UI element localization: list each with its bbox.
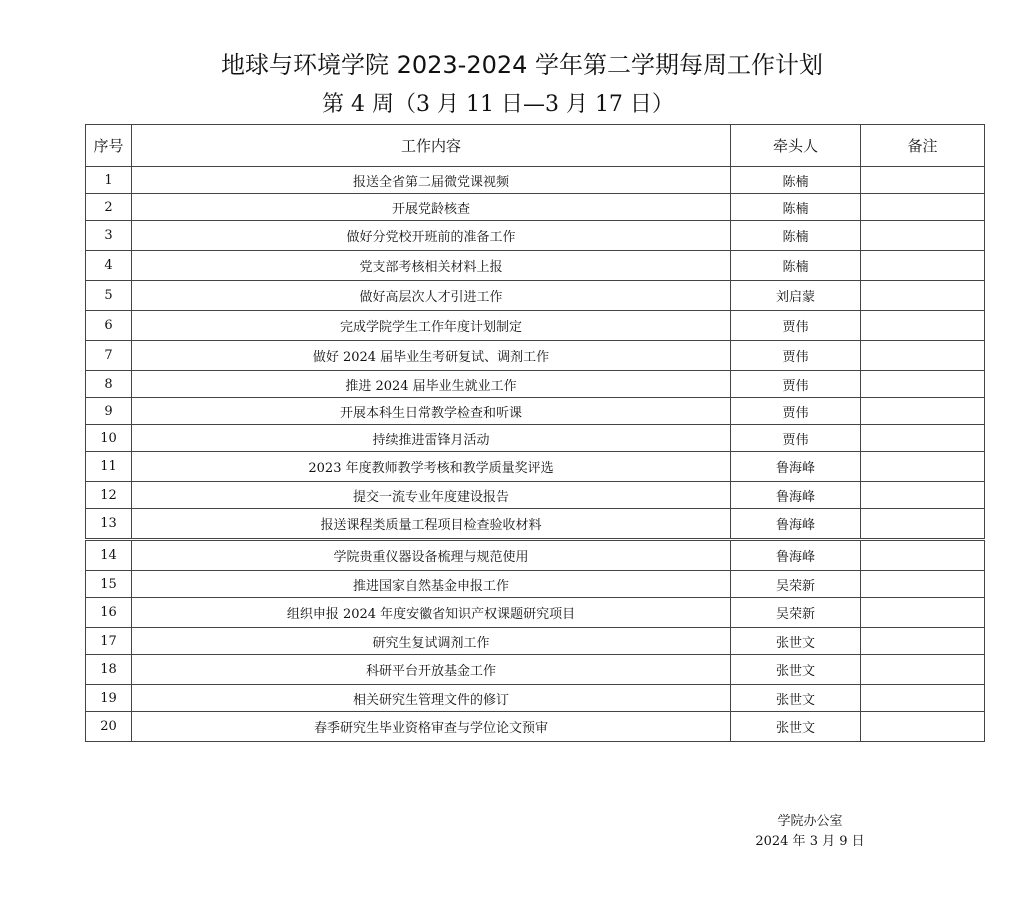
table-row [86,628,985,655]
column-header-content: 工作内容 [132,125,731,167]
cell-content: 科研平台开放基金工作 [132,655,731,685]
cell-note [861,341,985,371]
cell-content: 推进国家自然基金申报工作 [132,571,731,598]
cell-note [861,251,985,281]
cell-content: 报送课程类质量工程项目检查验收材料 [132,509,731,540]
cell-no: 6 [86,311,132,341]
cell-note [861,482,985,509]
cell-lead: 陈楠 [731,167,861,194]
cell-content: 2023 年度教师教学考核和教学质量奖评选 [132,452,731,482]
cell-note [861,371,985,398]
cell-note [861,281,985,311]
column-header-lead: 牵头人 [731,125,861,167]
cell-lead: 贾伟 [731,311,861,341]
cell-note [861,540,985,571]
cell-no: 18 [86,655,132,685]
cell-note [861,571,985,598]
cell-lead: 鲁海峰 [731,482,861,509]
cell-no: 9 [86,398,132,425]
table-row [86,194,985,221]
cell-lead: 张世文 [731,712,861,742]
table-row [86,655,985,685]
cell-lead: 鲁海峰 [731,509,861,540]
cell-content: 组织申报 2024 年度安徽省知识产权课题研究项目 [132,598,731,628]
cell-lead: 贾伟 [731,341,861,371]
cell-content: 做好分党校开班前的准备工作 [132,221,731,251]
table-header-row [86,125,985,167]
cell-content: 推进 2024 届毕业生就业工作 [132,371,731,398]
issue-date: 2024 年 3 月 9 日 [755,834,865,849]
cell-no: 15 [86,571,132,598]
table-row [86,509,985,540]
table-row [86,281,985,311]
cell-no: 13 [86,509,132,540]
cell-note [861,509,985,540]
cell-lead: 陈楠 [731,194,861,221]
cell-no: 12 [86,482,132,509]
cell-lead: 吴荣新 [731,598,861,628]
cell-content: 提交一流专业年度建设报告 [132,482,731,509]
cell-lead: 陈楠 [731,221,861,251]
cell-no: 8 [86,371,132,398]
table-row [86,398,985,425]
table-row [86,452,985,482]
cell-content: 春季研究生毕业资格审查与学位论文预审 [132,712,731,742]
cell-lead: 吴荣新 [731,571,861,598]
table-row [86,425,985,452]
cell-note [861,311,985,341]
cell-lead: 贾伟 [731,398,861,425]
cell-content: 党支部考核相关材料上报 [132,251,731,281]
table-row [86,712,985,742]
cell-lead: 贾伟 [731,371,861,398]
cell-note [861,194,985,221]
cell-note [861,452,985,482]
cell-note [861,221,985,251]
table-row [86,311,985,341]
table-row [86,221,985,251]
cell-lead: 鲁海峰 [731,452,861,482]
table-row [86,251,985,281]
cell-content: 做好高层次人才引进工作 [132,281,731,311]
cell-note [861,167,985,194]
column-header-no: 序号 [86,125,132,167]
cell-no: 16 [86,598,132,628]
cell-no: 19 [86,685,132,712]
cell-note [861,655,985,685]
cell-no: 7 [86,341,132,371]
table-row [86,571,985,598]
cell-lead: 陈楠 [731,251,861,281]
cell-no: 4 [86,251,132,281]
table-row [86,482,985,509]
cell-content: 开展党龄核查 [132,194,731,221]
cell-no: 2 [86,194,132,221]
cell-note [861,685,985,712]
cell-content: 开展本科生日常教学检查和听课 [132,398,731,425]
column-header-note: 备注 [861,125,985,167]
cell-note [861,425,985,452]
document-title: 地球与环境学院 2023-2024 学年第二学期每周工作计划 [220,51,824,79]
cell-content: 学院贵重仪器设备梳理与规范使用 [132,540,731,571]
cell-no: 20 [86,712,132,742]
cell-lead: 鲁海峰 [731,540,861,571]
signature-block [740,812,880,852]
cell-no: 3 [86,221,132,251]
cell-lead: 张世文 [731,655,861,685]
table-row [86,598,985,628]
cell-note [861,398,985,425]
table-row [86,167,985,194]
issuing-office: 学院办公室 [777,814,843,829]
cell-no: 11 [86,452,132,482]
cell-content: 持续推进雷锋月活动 [132,425,731,452]
cell-note [861,712,985,742]
cell-note [861,598,985,628]
table-row [86,371,985,398]
cell-no: 1 [86,167,132,194]
cell-content: 相关研究生管理文件的修订 [132,685,731,712]
table-row [86,341,985,371]
cell-content: 研究生复试调剂工作 [132,628,731,655]
week-subtitle: 第 4 周（3 月 11 日—3 月 17 日） [322,92,674,117]
cell-no: 5 [86,281,132,311]
work-plan-table [85,124,985,742]
cell-content: 报送全省第二届微党课视频 [132,167,731,194]
cell-no: 14 [86,540,132,571]
table-row [86,685,985,712]
cell-lead: 刘启蒙 [731,281,861,311]
cell-content: 完成学院学生工作年度计划制定 [132,311,731,341]
cell-lead: 张世文 [731,628,861,655]
cell-note [861,628,985,655]
cell-content: 做好 2024 届毕业生考研复试、调剂工作 [132,341,731,371]
cell-no: 10 [86,425,132,452]
cell-lead: 张世文 [731,685,861,712]
table-row [86,540,985,571]
cell-no: 17 [86,628,132,655]
cell-lead: 贾伟 [731,425,861,452]
